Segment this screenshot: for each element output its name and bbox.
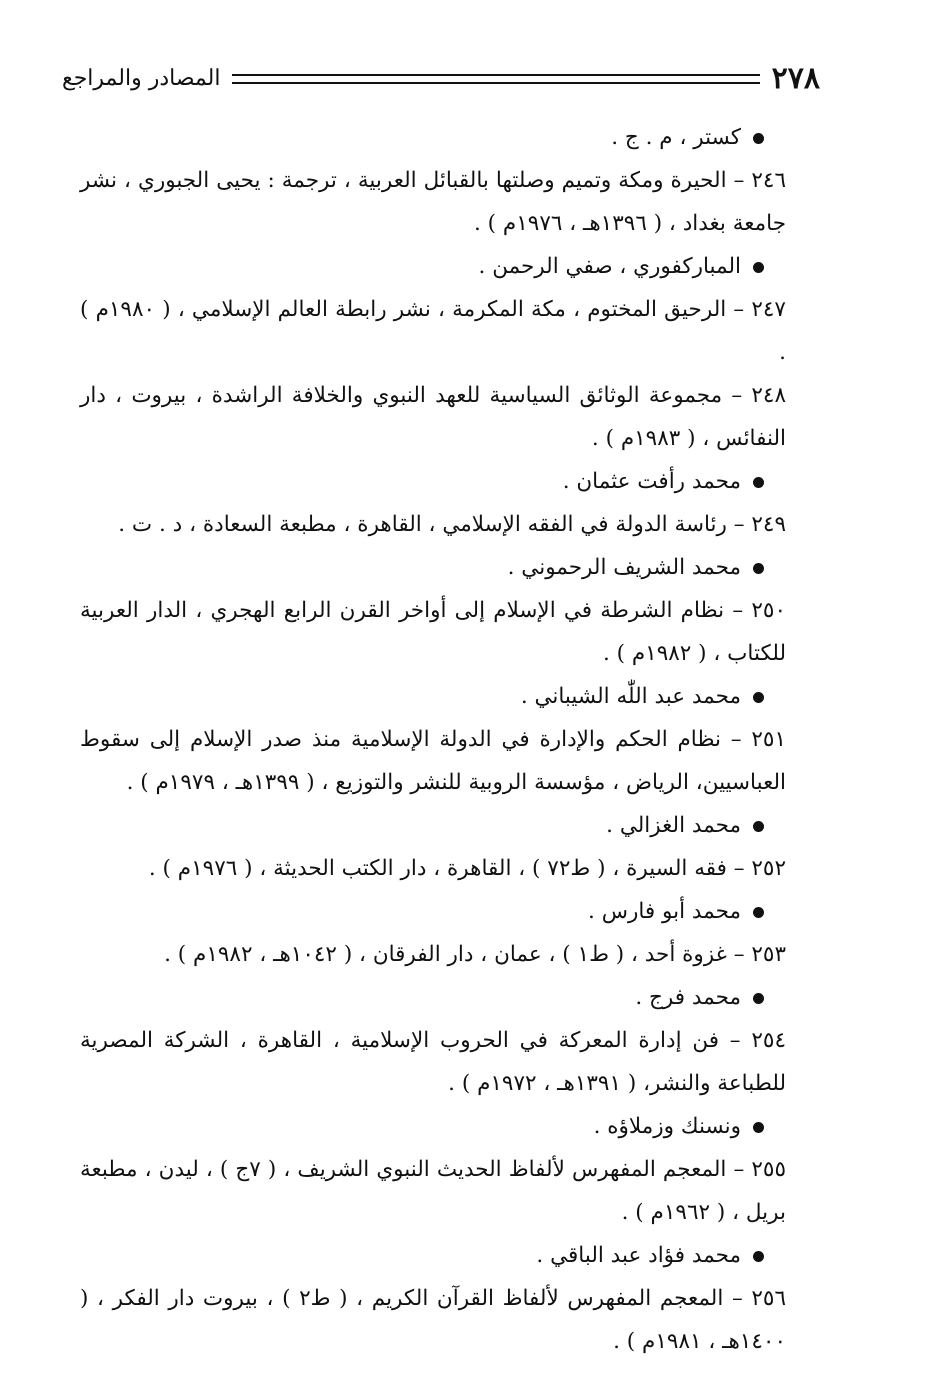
bullet-icon	[753, 907, 764, 918]
bullet-icon	[753, 692, 764, 703]
author-line: محمد أبو فارس .	[80, 890, 816, 933]
bullet-icon	[753, 993, 764, 1004]
bibliography-entry: ٢٥٠ – نظام الشرطة في الإسلام إلى أواخر القرن الرابع الهجري ، الدار العربية للكتاب ، ( ١٩٨٢م ) .	[80, 598, 786, 666]
bullet-icon	[753, 1251, 764, 1262]
bullet-icon	[753, 1122, 764, 1133]
header-rule	[232, 74, 759, 84]
page-number: ٢٧٨	[771, 60, 820, 96]
bullet-icon	[753, 821, 764, 832]
bibliography-entry: ٢٥٦ – المعجم المفهرس لألفاظ القرآن الكريم ، ( ط٢ ) ، بيروت دار الفكر ، ( ١٤٠٠هـ ، ١٩٨١م ) .	[80, 1286, 786, 1354]
running-title: المصادر والمراجع	[62, 65, 221, 91]
bullet-icon	[753, 477, 764, 488]
bibliography-entry: ٢٤٧ – الرحيق المختوم ، مكة المكرمة ، نشر رابطة العالم الإسلامي ، ( ١٩٨٠م ) .	[80, 297, 786, 365]
author-line: محمد الغزالي .	[80, 804, 816, 847]
author-line: محمد فؤاد عبد الباقي .	[80, 1234, 816, 1277]
bibliography-list	[80, 116, 816, 1363]
author-line: محمد عبد اللّٰه الشيباني .	[80, 675, 816, 718]
bibliography-entry: ٢٤٩ – رئاسة الدولة في الفقه الإسلامي ، القاهرة ، مطبعة السعادة ، د . ت .	[118, 512, 786, 537]
bibliography-entry: ٢٥٣ – غزوة أحد ، ( ط١ ) ، عمان ، دار الفرقان ، ( ١٠٤٢هـ ، ١٩٨٢م ) .	[164, 942, 786, 967]
bibliography-entry: ٢٤٨ – مجموعة الوثائق السياسية للعهد النبوي والخلافة الراشدة ، بيروت ، دار النفائس ، ( ١٩٨٣م ) .	[80, 383, 786, 451]
bibliography-entry: ٢٥١ – نظام الحكم والإدارة في الدولة الإسلامية منذ صدر الإسلام إلى سقوط العباسيين، الرياض ، مؤسسة الروبية للنشر والتوزيع ، ( ١٣٩٩هـ ، ١٩٧٩م ) .	[80, 727, 786, 795]
bullet-icon	[753, 133, 764, 144]
bibliography-entry: ٢٥٤ – فن إدارة المعركة في الحروب الإسلامية ، القاهرة ، الشركة المصرية للطباعة والنشر، ( ١٣٩١هـ ، ١٩٧٢م ) .	[80, 1028, 786, 1096]
author-line: كستر ، م . ج .	[80, 116, 816, 159]
author-line: محمد رأفت عثمان .	[80, 460, 816, 503]
bibliography-entry: ٢٥٢ – فقه السيرة ، ( ط٧٢ ) ، القاهرة ، دار الكتب الحديثة ، ( ١٩٧٦م ) .	[148, 856, 786, 881]
page-header	[62, 58, 820, 98]
bibliography-entry: ٢٥٥ – المعجم المفهرس لألفاظ الحديث النبوي الشريف ، ( ٧ج ) ، ليدن ، مطبعة بريل ، ( ١٩٦٢م ) .	[80, 1157, 786, 1225]
bullet-icon	[753, 563, 764, 574]
bibliography-entry: ٢٤٦ – الحيرة ومكة وتميم وصلتها بالقبائل العربية ، ترجمة : يحيى الجبوري ، نشر جامعة بغداد ، ( ١٣٩٦هـ ، ١٩٧٦م ) .	[80, 168, 786, 236]
author-line: ونسنك وزملاؤه .	[80, 1105, 816, 1148]
author-line: المباركفوري ، صفي الرحمن .	[80, 245, 816, 288]
author-line: محمد الشريف الرحموني .	[80, 546, 816, 589]
bullet-icon	[753, 262, 764, 273]
author-line: محمد فرج .	[80, 976, 816, 1019]
